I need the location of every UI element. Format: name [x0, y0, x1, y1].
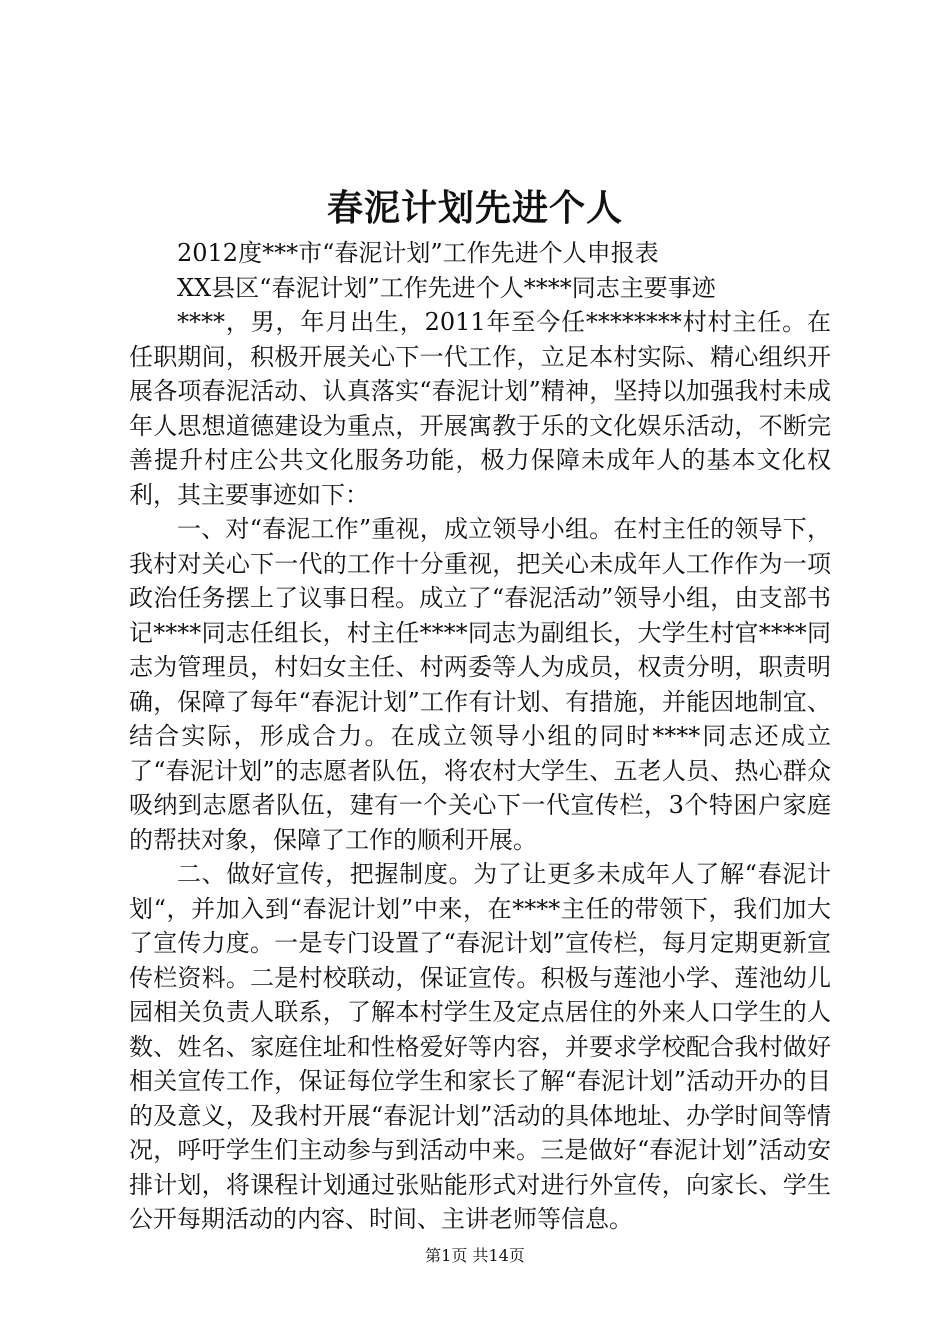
paragraph-section-two: 二、做好宣传，把握制度。为了让更多未成年人了解“春泥计划“，并加入到“春泥计划”中来，在****主任的带领下，我们加大了宣传力度。一是专门设置了“春泥计划”宣传栏，每月定期更新宣传栏资料。二是村校联动，保证宣传。积极与莲池小学、莲池幼儿园相关负责人联系，了解本村学生及定点居住的外来人口学生的人数、姓名、家庭住址和性格爱好等内容，并要求学校配合我村做好相关宣传工作，保证每位学生和家长了解“春泥计划”活动开办的目的及意义，及我村开展“春泥计划”活动的具体地址、办学时间等情况，呼吁学生们主动参与到活动中来。三是做好“春泥计划”活动安排计划，将课程计划通过张贴能形式对进行外宣传，向家长、学生公开每期活动的内容、时间、主讲老师等信息。 [129, 860, 831, 1233]
document-title: 春泥计划先进个人 [326, 187, 623, 229]
paragraph-deeds-heading: XX县区“春泥计划”工作先进个人****同志主要事迹 [177, 273, 716, 302]
page-number: 第1页 共14页 [425, 1246, 525, 1265]
paragraph-intro: ****，男，年月出生，2011年至今任********村村主任。在任职期间，积极开展关心下一代工作，立足本村实际、精心组织开展各项春泥活动、认真落实“春泥计划”精神，坚持以加强我村未成年人思想道德建设为重点，开展寓教于乐的文化娱乐活动，不断完善提升村庄公共文化服务功能，极力保障未成年人的基本文化权利，其主要事迹如下： [129, 308, 831, 509]
document-body [129, 236, 831, 1237]
paragraph-report-heading: 2012度***市“春泥计划”工作先进个人申报表 [177, 239, 659, 267]
paragraph-section-one: 一、对“春泥工作”重视，成立领导小组。在村主任的领导下，我村对关心下一代的工作十分重视，把关心未成年人工作作为一项政治任务摆上了议事日程。成立了“春泥活动”领导小组，由支部书记****同志任组长，村主任****同志为副组长，大学生村官****同志为管理员，村妇女主任、村两委等人为成员，权责分明，职责明确，保障了每年“春泥计划”工作有计划、有措施，并能因地制宜、结合实际，形成合力。在成立领导小组的同时****同志还成立了“春泥计划”的志愿者队伍，将农村大学生、五老人员、热心群众吸纳到志愿者队伍，建有一个关心下一代宣传栏，3个特困户家庭的帮扶对象，保障了工作的顺利开展。 [129, 515, 831, 854]
